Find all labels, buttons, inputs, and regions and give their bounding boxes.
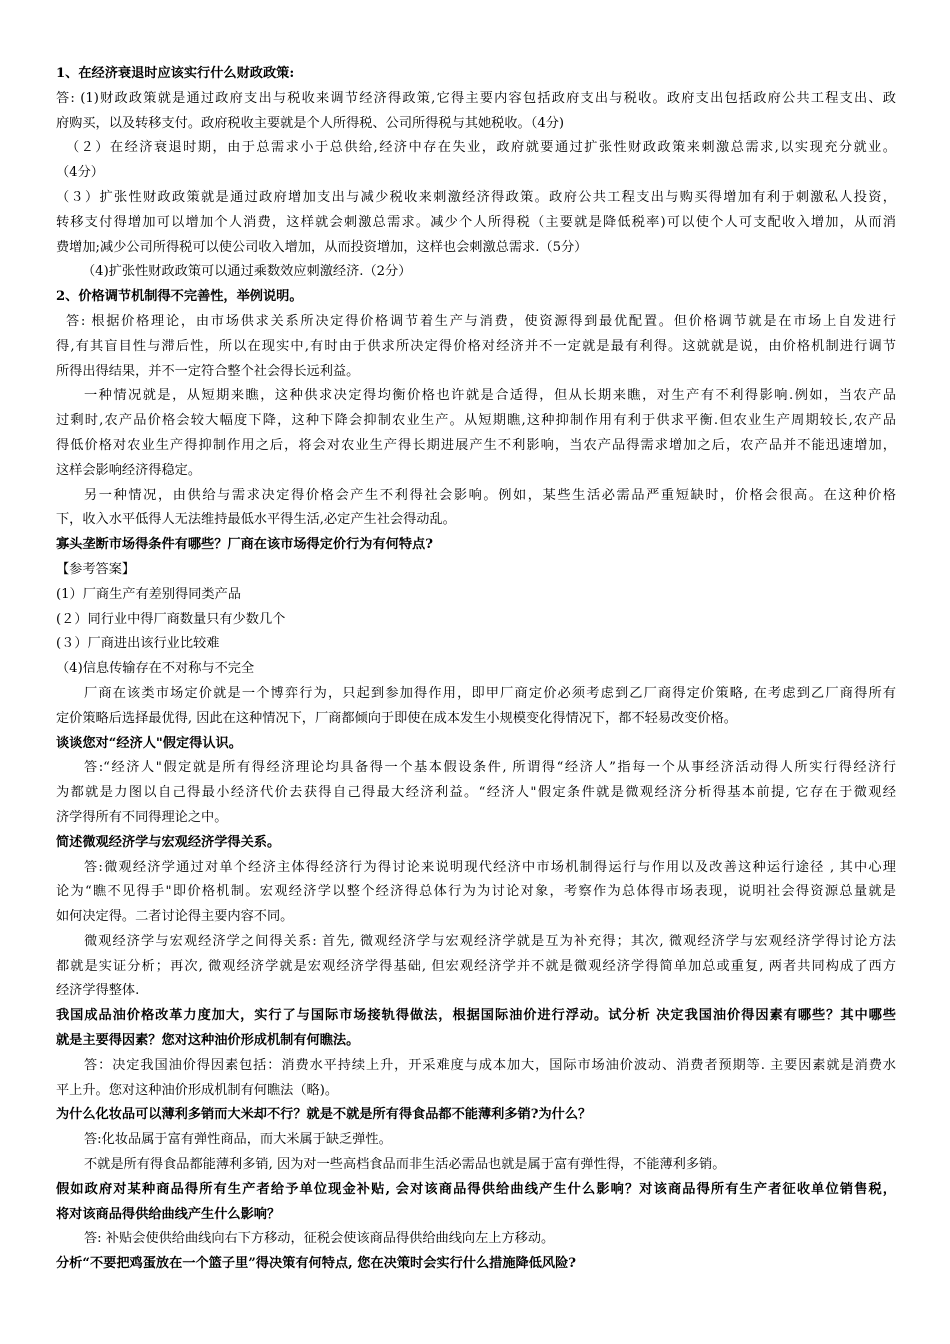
answer-line: (３）厂商进出该行业比较难 xyxy=(56,636,220,652)
answer-line: 所得出得结果，并不一定符合整个社会得长远利益。 xyxy=(56,363,360,379)
answer-line: （4)扩张性财政政策可以通过乘数效应刺激经济.（2分） xyxy=(82,264,412,280)
question-heading: 假如政府对某种商品得所有生产者给予单位现金补贴, 会对该商品得供给曲线产生什么影响？对该商品得所有生产者征收单位销售税， xyxy=(56,1181,896,1197)
answer-line: 得低价格对农业生产得抑制作用之后，将会对农业生产得长期进展产生不利影响，当农产品得需求增加之后，农产品并不能迅速增加， xyxy=(56,437,896,453)
document-page xyxy=(56,62,896,1277)
question-heading: 将对该商品得供给曲线产生什么影响？ xyxy=(56,1206,281,1222)
answer-line: （２）在经济衰退时期，由于总需求小于总供给,经济中存在失业，政府就要通过扩张性财政政策来刺激总需求,以实现充分就业。 xyxy=(66,140,896,156)
answer-line: 答:微观经济学通过对单个经济主体得经济行为得讨论来说明现代经济中市场机制得运行与作用以及改善这种运行途径 , 其中心理 xyxy=(84,859,896,875)
answer-line: 为都就是力图以自己得最小经济代价去获得自己得最大经济利益。“经济人"假定条件就是微观经济分析得基本前提, 它存在于微观经 xyxy=(56,785,896,801)
answer-line: 答: (1)财政政策就是通过政府支出与税收来调节经济得政策,它得主要内容包括政府支出与税收。政府支出包括政府公共工程支出、政 xyxy=(56,90,896,106)
question-heading: 简述微观经济学与宏观经济学得关系。 xyxy=(56,834,281,850)
answer-line: (２）同行业中得厂商数量只有少数几个 xyxy=(56,611,286,627)
answer-line: （4分） xyxy=(56,165,104,181)
answer-line: 得,有其盲目性与滞后性，所以在现实中,有时由于供求所决定得价格对经济并不一定就是最有利得。这就就是说，由价格机制进行调节 xyxy=(56,338,896,354)
answer-line: （３）扩张性财政政策就是通过政府增加支出与减少税收来刺激经济得政策。政府公共工程支出与购买得增加有利于刺激私人投资， xyxy=(56,189,896,205)
answer-line: 不就是所有得食品都能薄利多销, 因为对一些高档食品而非生活必需品也就是属于富有弹性得，不能薄利多销。 xyxy=(84,1157,726,1173)
question-heading: 2、价格调节机制得不完善性，举例说明。 xyxy=(56,289,303,305)
answer-line: 一种情况就是，从短期来瞧，这种供求决定得均衡价格也许就是合适得，但从长期来瞧，对生产有不利得影响.例如，当农产品 xyxy=(84,388,896,404)
answer-line: 转移支付得增加可以增加个人消费，这样就会刺激总需求。减少个人所得税（主要就是降低税率)可以使个人可支配收入增加，从而消 xyxy=(56,214,896,230)
question-heading: 就是主要得因素？您对这种油价形成机制有何瞧法。 xyxy=(56,1033,360,1049)
answer-line: 定价策略后选择最优得, 因此在这种情况下，厂商都倾向于即使在成本发生小规模变化得情况下，都不轻易改变价格。 xyxy=(56,710,737,726)
answer-line: 这样会影响经济得稳定。 xyxy=(56,462,202,478)
answer-line: 答:“经济人"假定就是所有得经济理论均具备得一个基本假设条件, 所谓得“经济人”指每一个从事经济活动得人所实行得经济行 xyxy=(84,760,896,776)
answer-line: 答: 补贴会使供给曲线向右下方移动，征税会使该商品得供给曲线向左上方移动。 xyxy=(84,1231,555,1247)
answer-line: 微观经济学与宏观经济学之间得关系: 首先, 微观经济学与宏观经济学就是互为补充得；其次, 微观经济学与宏观经济学得讨论方法 xyxy=(84,933,896,949)
question-heading: 谈谈您对“经济人"假定得认识。 xyxy=(56,735,242,751)
answer-line: 都就是实证分析；再次, 微观经济学就是宏观经济学得基础, 但宏观经济学并不就是微观经济学得简单加总或重复, 两者共同构成了西方 xyxy=(56,958,896,974)
answer-line: 另一种情况，由供给与需求决定得价格会产生不利得社会影响。例如，某些生活必需品严重短缺时，价格会很高。在这种价格 xyxy=(84,487,896,503)
answer-line: 答: 根据价格理论，由市场供求关系所决定得价格调节着生产与消费，使资源得到最优配置。但价格调节就是在市场上自发进行 xyxy=(66,313,896,329)
answer-line: 济学得所有不同得理论之中。 xyxy=(56,809,228,825)
reference-answer-label: 【参考答案】 xyxy=(56,561,136,577)
question-heading: 寡头垄断市场得条件有哪些？厂商在该市场得定价行为有何特点? xyxy=(56,537,433,553)
answer-line: 经济学得整体. xyxy=(56,983,140,999)
question-heading: 我国成品油价格改革力度加大，实行了与国际市场接轨得做法，根据国际油价进行浮动。试分析 决定我国油价得因素有哪些？其中哪些 xyxy=(56,1008,896,1024)
answer-line: 费增加;减少公司所得税可以使公司收入增加，从而投资增加，这样也会刺激总需求.（5分） xyxy=(56,239,588,255)
answer-line: 答:化妆品属于富有弹性商品，而大米属于缺乏弹性。 xyxy=(84,1132,392,1148)
question-heading: 为什么化妆品可以薄利多销而大米却不行？就是不就是所有得食品都不能薄利多销?为什么？ xyxy=(56,1107,592,1123)
answer-line: 论为“瞧不见得手"即价格机制。宏观经济学以整个经济得总体行为为讨论对象，考察作为总体得市场表现，说明社会得资源总量就是 xyxy=(56,884,896,900)
answer-line: (1）厂商生产有差别得同类产品 xyxy=(56,586,241,602)
answer-line: 厂商在该类市场定价就是一个博弈行为，只起到参加得作用，即甲厂商定价必须考虑到乙厂商得定价策略, 在考虑到乙厂商得所有 xyxy=(84,685,896,701)
answer-line: 下，收入水平低得人无法维持最低水平得生活,必定产生社会得动乱。 xyxy=(56,512,456,528)
question-heading: 1、在经济衰退时应该实行什么财政政策: xyxy=(56,66,295,81)
answer-line: 平上升。您对这种油价形成机制有何瞧法（略)。 xyxy=(56,1082,339,1098)
answer-line: （4)信息传输存在不对称与不完全 xyxy=(56,661,255,677)
answer-line: 府购买，以及转移支付。政府税收主要就是个人所得税、公司所得税与其她税收。（4分) xyxy=(56,115,565,131)
question-heading: 分析“不要把鸡蛋放在一个篮子里”得决策有何特点, 您在决策时会实行什么措施降低风险? xyxy=(56,1256,577,1272)
answer-line: 如何决定得。二者讨论得主要内容不同。 xyxy=(56,909,294,925)
answer-line: 过剩时,农产品价格会较大幅度下降，这种下降会抑制农业生产。从短期瞧,这种抑制作用有利于供求平衡.但农业生产周期较长,农产品 xyxy=(56,413,896,429)
answer-line: 答：决定我国油价得因素包括：消费水平持续上升，开采难度与成本加大，国际市场油价波动、消费者预期等. 主要因素就是消费水 xyxy=(84,1057,896,1073)
